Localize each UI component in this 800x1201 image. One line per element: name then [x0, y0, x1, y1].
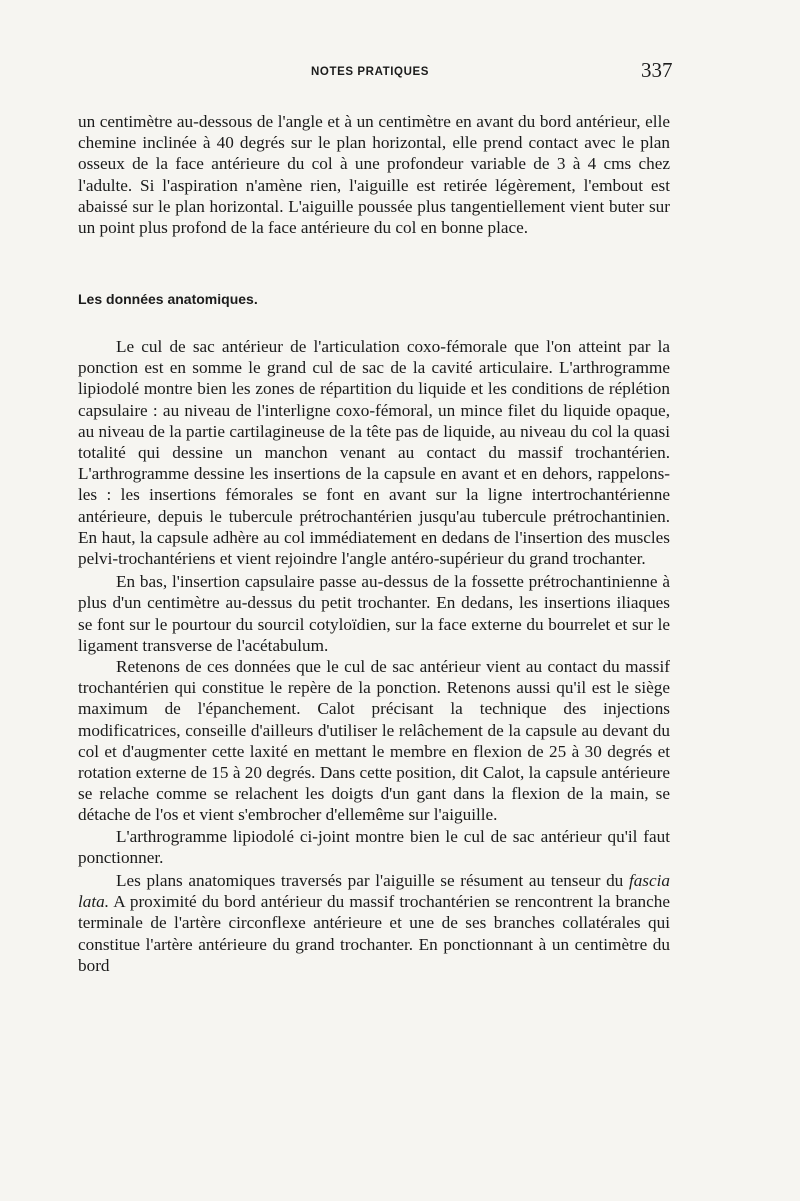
paragraph-6: [78, 870, 670, 976]
paragraph-6-italic: fascia lata.: [78, 871, 670, 912]
text-block-main: [78, 336, 670, 976]
paragraph-6-start: Les plans anatomiques traversés par l'aiguille se résument au tenseur du: [116, 871, 629, 891]
section-heading: Les données anatomiques.: [78, 291, 258, 307]
paragraph-4: Retenons de ces données que le cul de sac antérieur vient au contact du massif trochantérien qui constitue le repère de la ponction. Retenons aussi qu'il est le siège maximum de l'épanchement. Calot précisant la technique des injections modificatrices, conseille d'ailleurs d'utiliser le relâchement de la capsule au devant du col et d'augmenter cette laxité en mettant le membre en flexion de 25 à 30 degrés et rotation externe de 15 à 20 degrés. Dans cette position, dit Calot, la capsule antérieure se relache comme se relachent les doigts d'un gant dans la flexion de la main, se détache de l'os et vient s'embrocher d'ellemême sur l'aiguille.: [78, 657, 670, 825]
paragraph-3: En bas, l'insertion capsulaire passe au-dessus de la fossette prétrochantinienne à plus d'un centimètre au-dessus du petit trochanter. En dedans, les insertions iliaques se font sur le pourtour du sourcil cotyloïdien, sur la face externe du bourrelet et sur le ligament transverse de l'acétabulum.: [78, 572, 670, 655]
paragraph-6-end: A proximité du bord antérieur du massif trochantérien se rencontrent la branche terminale de l'artère circonflexe antérieure et une de ses branches collatérales qui constitue l'artère antérieure du grand trochanter. En ponctionnant à un centimètre du bord: [78, 892, 670, 975]
paragraph-1: un centimètre au-dessous de l'angle et à un centimètre en avant du bord antérieur, elle chemine inclinée à 40 degrés sur le plan horizontal, elle prend contact avec le plan osseux de la face antérieure du col à une profondeur variable de 3 à 4 cms chez l'adulte. Si l'aspiration n'amène rien, l'aiguille est retirée légèrement, l'embout est abaissé sur le plan horizontal. L'aiguille poussée plus tangentiellement vient buter sur un point plus profond de la face antérieure du col en bonne place.: [78, 112, 670, 238]
paragraph-5: L'arthrogramme lipiodolé ci-joint montre bien le cul de sac antérieur qu'il faut ponctionner.: [78, 826, 670, 867]
running-title: NOTES PRATIQUES: [311, 66, 430, 78]
page-number: 337: [641, 58, 673, 82]
text-block-top: [78, 111, 670, 238]
paragraph-2: Le cul de sac antérieur de l'articulation coxo-fémorale que l'on atteint par la ponction est en somme le grand cul de sac de la cavité articulaire. L'arthrogramme lipiodolé montre bien les zones de répartition du liquide et les conditions de réplétion capsulaire : au niveau de l'interligne coxo-fémoral, un mince filet du liquide opaque, au niveau de la partie cartilagineuse de la tête pas de liquide, au niveau du col la quasi totalité qui dessine un manchon venant au contact du massif trochantérien. L'arthrogramme dessine les insertions de la capsule en avant et en dehors, rappelons-les : les insertions fémorales se font en avant sur la ligne intertrochantérienne antérieure, depuis le tubercule prétrochantérien jusqu'au tubercule prétrochantinien. En haut, la capsule adhère au col immédiatement en dedans de l'insertion des muscles pelvi-trochantériens et vient rejoindre l'angle antéro-supérieur du grand trochanter.: [78, 337, 670, 569]
